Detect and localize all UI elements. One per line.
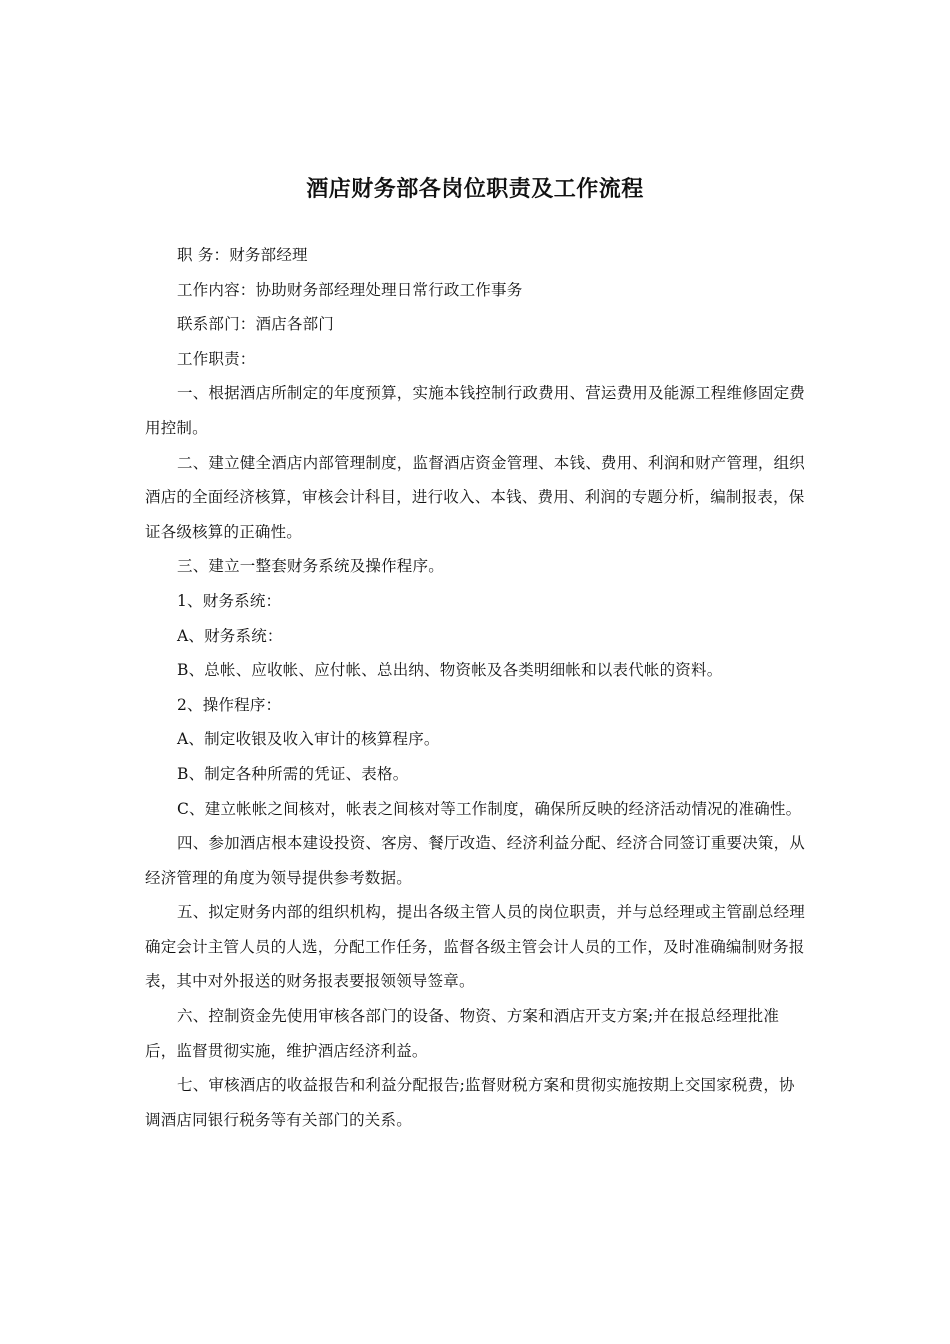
paragraph-duty-6: 六、控制资金先使用审核各部门的设备、物资、方案和酒店开支方案;并在报总经理批准后，监督贯彻实施，维护酒店经济利益。 (145, 1007, 780, 1060)
paragraph-duty-5: 五、拟定财务内部的组织机构，提出各级主管人员的岗位职责，并与总经理或主管副总经理确定会计主管人员的人选，分配工作任务，监督各级主管会计人员的工作，及时准确编制财务报表，其中对外报送的财务报表要报领领导签章。 (145, 903, 806, 991)
paragraph-procedure-a: A、制定收银及收入审计的核算程序。 (177, 730, 440, 749)
paragraph-duty-3: 三、建立一整套财务系统及操作程序。 (177, 557, 444, 576)
paragraph-contact-department: 联系部门：酒店各部门 (177, 315, 335, 334)
paragraph-procedure-c: C、建立帐帐之间核对，帐表之间核对等工作制度，确保所反映的经济活动情况的准确性。 (177, 799, 802, 818)
document-title: 酒店财务部各岗位职责及工作流程 (306, 177, 644, 202)
paragraph-duty-4: 四、参加酒店根本建设投资、客房、餐厅改造、经济利益分配、经济合同签订重要决策，从经济管理的角度为领导提供参考数据。 (145, 834, 806, 887)
paragraph-duties-heading: 工作职责： (177, 349, 256, 368)
paragraph-procedure-b: B、制定各种所需的凭证、表格。 (177, 764, 409, 783)
paragraph-position: 职 务：财务部经理 (177, 246, 308, 264)
document-body (145, 238, 810, 1137)
paragraph-duty-7: 七、审核酒店的收益报告和利益分配报告;监督财税方案和贯彻实施按期上交国家税费，协调酒店同银行税务等有关部门的关系。 (145, 1076, 795, 1129)
paragraph-work-content: 工作内容：协助财务部经理处理日常行政工作事务 (177, 280, 523, 299)
paragraph-duty-1: 一、根据酒店所制定的年度预算，实施本钱控制行政费用、营运费用及能源工程维修固定费用控制。 (145, 384, 806, 437)
paragraph-finance-system-1: 1、财务系统： (177, 591, 282, 610)
paragraph-operation-procedure-2: 2、操作程序： (177, 695, 282, 714)
paragraph-finance-system-a: A、财务系统： (177, 626, 283, 645)
paragraph-duty-2: 二、建立健全酒店内部管理制度，监督酒店资金管理、本钱、费用、利润和财产管理，组织酒店的全面经济核算，审核会计科目，进行收入、本钱、费用、利润的专题分析，编制报表，保证各级核算的正确性。 (145, 453, 806, 541)
paragraph-finance-system-b: B、总帐、应收帐、应付帐、总出纳、物资帐及各类明细帐和以表代帐的资料。 (177, 661, 723, 680)
